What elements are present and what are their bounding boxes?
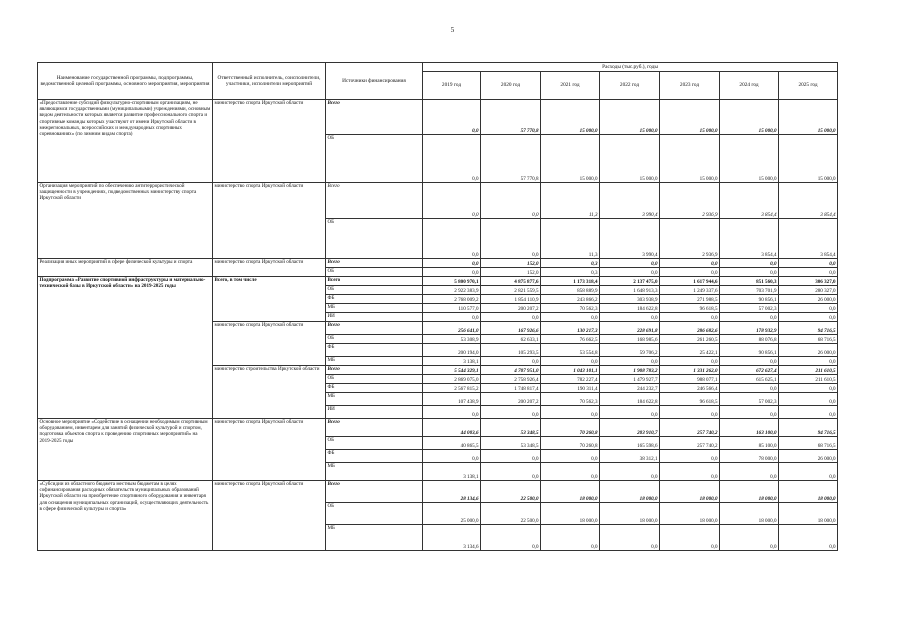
amount-cell: 18 000,0 [660, 481, 720, 503]
amount-cell: 163 100,0 [720, 419, 779, 437]
amount-cell: 96 618,5 [660, 393, 720, 406]
funding-source-cell: Всего [326, 277, 423, 286]
amount-cell: 1 249 337,6 [660, 286, 720, 295]
amount-cell: 53 554,8 [541, 344, 600, 357]
amount-cell: 3 854,4 [779, 219, 838, 259]
amount-cell: 306 327,0 [779, 277, 838, 286]
amount-cell: 44 003,6 [423, 419, 481, 437]
funding-source-cell: ОБ [326, 286, 423, 295]
amount-cell: 0,0 [423, 313, 481, 322]
funding-source-cell: ИИ [326, 406, 423, 419]
amount-cell: 94 716,5 [779, 322, 838, 335]
amount-cell: 152,0 [481, 268, 541, 277]
amount-cell: 18 000,0 [541, 481, 600, 503]
amount-cell: 0,3 [541, 259, 600, 268]
amount-cell: 15 000,0 [720, 135, 779, 183]
funding-source-cell: МБ [326, 357, 423, 366]
table-row [38, 183, 838, 219]
amount-cell: 0,0 [779, 463, 838, 481]
amount-cell: 3 990,4 [600, 183, 660, 219]
amount-cell: 2 922 383,9 [423, 286, 481, 295]
amount-cell: 53 348,5 [481, 419, 541, 437]
amount-cell: 26 000,0 [779, 295, 838, 304]
amount-cell: 165 598,6 [600, 437, 660, 450]
amount-cell: 1 173 318,4 [541, 277, 600, 286]
amount-cell: 858 889,9 [541, 286, 600, 295]
amount-cell: 15 000,0 [660, 100, 720, 135]
amount-cell: 3 854,4 [720, 219, 779, 259]
amount-cell: 18 000,0 [660, 503, 720, 525]
amount-cell: 615 625,1 [720, 375, 779, 384]
amount-cell: 130 217,3 [541, 322, 600, 335]
amount-cell: 0,0 [423, 268, 481, 277]
amount-cell: 57 002,3 [720, 304, 779, 313]
amount-cell: 15 000,0 [600, 100, 660, 135]
amount-cell: 0,0 [720, 313, 779, 322]
amount-cell: 18 000,0 [541, 503, 600, 525]
amount-cell: 0,0 [660, 259, 720, 268]
program-name-cell: Реализация иных мероприятий в сфере физической культуры и спорта [38, 259, 213, 277]
table-row [38, 100, 838, 135]
amount-cell: 0,0 [779, 304, 838, 313]
amount-cell: 184 622,8 [600, 304, 660, 313]
amount-cell: 0,0 [779, 406, 838, 419]
amount-cell: 53 308,9 [423, 335, 481, 344]
amount-cell: 70 260,8 [541, 437, 600, 450]
amount-cell: 110 577,0 [423, 304, 481, 313]
amount-cell: 11,3 [541, 183, 600, 219]
amount-cell: 243 866,2 [541, 295, 600, 304]
amount-cell: 0,0 [779, 393, 838, 406]
amount-cell: 0,0 [423, 406, 481, 419]
amount-cell: 70 562,3 [541, 393, 600, 406]
budget-table [37, 62, 838, 551]
amount-cell: 0,0 [779, 313, 838, 322]
amount-cell: 57 770,8 [481, 135, 541, 183]
amount-cell: 244 232,7 [600, 384, 660, 393]
amount-cell: 5 544 329,1 [423, 366, 481, 375]
amount-cell: 4 707 951,0 [481, 366, 541, 375]
amount-cell: 0,0 [779, 259, 838, 268]
amount-cell: 1 043 101,1 [541, 366, 600, 375]
amount-cell: 105 293,5 [481, 344, 541, 357]
amount-cell: 2 821 559,5 [481, 286, 541, 295]
amount-cell: 0,3 [541, 268, 600, 277]
executor-cell: министерство спорта Иркутской области [213, 100, 326, 183]
amount-cell: 257 740,2 [660, 437, 720, 450]
funding-source-cell: ОБ [326, 219, 423, 259]
amount-cell: 178 932,9 [720, 322, 779, 335]
amount-cell: 57 770,8 [481, 100, 541, 135]
amount-cell: 22 500,0 [481, 503, 541, 525]
header-executor: Ответственный исполнитель, соисполнители, участники, исполнители мероприятий [213, 63, 326, 100]
amount-cell: 53 348,5 [481, 437, 541, 450]
amount-cell: 211 610,5 [779, 366, 838, 375]
amount-cell: 15 000,0 [720, 100, 779, 135]
funding-source-cell: ОБ [326, 503, 423, 525]
executor-cell: министерство спорта Иркутской области [213, 481, 326, 551]
table-row [38, 277, 838, 286]
amount-cell: 0,0 [600, 406, 660, 419]
amount-cell: 57 002,3 [720, 393, 779, 406]
amount-cell: 18 000,0 [779, 503, 838, 525]
amount-cell: 0,0 [481, 463, 541, 481]
program-name-cell: Организация мероприятий по обеспечению антитеррористической защищенности в учреждениях, подведомственных министерству спорта Иркутской области [38, 183, 213, 259]
header-name: Наименование государственной программы, подпрограммы, ведомственной целевой программы, основного мероприятия, мероприятия [38, 63, 213, 100]
amount-cell: 25 422,1 [660, 344, 720, 357]
amount-cell: 2 567 815,2 [423, 384, 481, 393]
amount-cell: 3 990,4 [600, 219, 660, 259]
amount-cell: 0,0 [423, 219, 481, 259]
budget-table-sheet [37, 62, 837, 551]
amount-cell: 190 311,4 [541, 384, 600, 393]
header-source: Источники финансирования [326, 63, 423, 100]
funding-source-cell: Всего [326, 481, 423, 503]
funding-source-cell: Всего [326, 100, 423, 135]
amount-cell: 15 000,0 [660, 135, 720, 183]
amount-cell: 0,0 [423, 100, 481, 135]
amount-cell: 90 856,1 [720, 344, 779, 357]
program-name-cell: Основное мероприятие «Содействие в оснащении необходимым спортивным оборудованием, инвентарем для занятий физической культурой и спортом, подготовка объектов спорта к проведению спортивных мероприятий» на 2019-2025 годы [38, 419, 213, 481]
amount-cell: 3 854,4 [779, 183, 838, 219]
amount-cell: 0,0 [481, 450, 541, 463]
amount-cell: 0,0 [600, 463, 660, 481]
amount-cell: 672 627,4 [720, 366, 779, 375]
amount-cell: 62 633,1 [481, 335, 541, 344]
amount-cell: 256 641,0 [423, 322, 481, 335]
amount-cell: 184 622,8 [600, 393, 660, 406]
amount-cell: 286 682,6 [660, 322, 720, 335]
amount-cell: 18 000,0 [600, 481, 660, 503]
funding-source-cell: ОБ [326, 268, 423, 277]
amount-cell: 0,0 [541, 450, 600, 463]
amount-cell: 3 138,1 [423, 463, 481, 481]
amount-cell: 18 000,0 [720, 503, 779, 525]
amount-cell: 0,0 [660, 268, 720, 277]
table-body [38, 100, 838, 551]
funding-source-cell: ОБ [326, 437, 423, 450]
amount-cell: 59 706,2 [600, 344, 660, 357]
amount-cell: 2 768 009,2 [423, 295, 481, 304]
funding-source-cell: ОБ [326, 135, 423, 183]
amount-cell: 0,0 [481, 313, 541, 322]
amount-cell: 15 000,0 [541, 135, 600, 183]
amount-cell: 78 000,0 [720, 450, 779, 463]
amount-cell: 25 000,0 [423, 503, 481, 525]
amount-cell: 0,0 [423, 135, 481, 183]
amount-cell: 26 000,0 [779, 450, 838, 463]
amount-cell: 0,0 [600, 313, 660, 322]
amount-cell: 851 560,3 [720, 277, 779, 286]
header-year: 2024 год [720, 72, 779, 100]
amount-cell: 0,0 [660, 463, 720, 481]
table-header [38, 63, 838, 100]
amount-cell: 90 856,1 [720, 295, 779, 304]
amount-cell: 703 701,9 [720, 286, 779, 295]
amount-cell: 0,0 [541, 406, 600, 419]
table-row [38, 259, 838, 268]
amount-cell: 2 758 926,4 [481, 375, 541, 384]
amount-cell: 0,0 [481, 406, 541, 419]
amount-cell: 1 479 927,7 [600, 375, 660, 384]
amount-cell: 2 869 075,0 [423, 375, 481, 384]
executor-cell: министерство спорта Иркутской области [213, 322, 326, 366]
amount-cell: 76 662,5 [541, 335, 600, 344]
amount-cell: 0,0 [481, 183, 541, 219]
amount-cell: 68 716,5 [779, 335, 838, 344]
amount-cell: 11,3 [541, 219, 600, 259]
funding-source-cell: Всего [326, 419, 423, 437]
amount-cell: 0,0 [660, 357, 720, 366]
amount-cell: 0,0 [600, 268, 660, 277]
amount-cell: 1 648 913,3 [600, 286, 660, 295]
header-year: 2025 год [779, 72, 838, 100]
executor-cell: министерство спорта Иркутской области [213, 259, 326, 277]
amount-cell: 2 936,9 [660, 219, 720, 259]
program-name-cell: «Субсидии из областного бюджета местным бюджетам в целях софинансирования расходных обязательств муниципальных образований Иркутской области на приобретение спортивного оборудования и инвентаря для оснащения муниципальных организаций, осуществляющих деятельность в сфере физической культуры и спорта» [38, 481, 213, 551]
funding-source-cell: МБ [326, 525, 423, 551]
amount-cell: 0,0 [720, 268, 779, 277]
funding-source-cell: МБ [326, 463, 423, 481]
header-year: 2021 год [541, 72, 600, 100]
amount-cell: 200 207,2 [481, 393, 541, 406]
amount-cell: 28 134,6 [423, 481, 481, 503]
header-expenses: Расходы (тыс.руб.), годы [423, 63, 838, 72]
funding-source-cell: МБ [326, 393, 423, 406]
amount-cell: 40 865,5 [423, 437, 481, 450]
amount-cell: 200 194,0 [423, 344, 481, 357]
amount-cell: 782 227,4 [541, 375, 600, 384]
executor-cell: министерство спорта Иркутской области [213, 183, 326, 259]
amount-cell: 0,0 [481, 357, 541, 366]
amount-cell: 0,0 [720, 463, 779, 481]
amount-cell: 0,0 [720, 525, 779, 551]
executor-cell: Всего, в том числе [213, 277, 326, 322]
amount-cell: 18 000,0 [720, 481, 779, 503]
amount-cell: 15 000,0 [541, 100, 600, 135]
amount-cell: 15 000,0 [779, 100, 838, 135]
amount-cell: 22 500,0 [481, 481, 541, 503]
amount-cell: 0,0 [600, 259, 660, 268]
amount-cell: 70 562,3 [541, 304, 600, 313]
amount-cell: 15 000,0 [600, 135, 660, 183]
amount-cell: 261 260,5 [660, 335, 720, 344]
amount-cell: 88 076,8 [720, 335, 779, 344]
amount-cell: 0,0 [720, 259, 779, 268]
amount-cell: 0,0 [660, 313, 720, 322]
amount-cell: 152,0 [481, 259, 541, 268]
amount-cell: 0,0 [423, 259, 481, 268]
funding-source-cell: Всего [326, 259, 423, 268]
amount-cell: 167 926,6 [481, 322, 541, 335]
amount-cell: 0,0 [779, 357, 838, 366]
amount-cell: 3 854,4 [720, 183, 779, 219]
funding-source-cell: ИИ [326, 313, 423, 322]
funding-source-cell: ОБ [326, 375, 423, 384]
amount-cell: 211 610,5 [779, 375, 838, 384]
amount-cell: 1 331 262,0 [660, 366, 720, 375]
amount-cell: 1 908 783,2 [600, 366, 660, 375]
amount-cell: 0,0 [660, 406, 720, 419]
table-row [38, 481, 838, 503]
amount-cell: 168 985,6 [600, 335, 660, 344]
amount-cell: 203 910,7 [600, 419, 660, 437]
amount-cell: 0,0 [600, 525, 660, 551]
amount-cell: 107 438,9 [423, 393, 481, 406]
funding-source-cell: Всего [326, 322, 423, 335]
funding-source-cell: ФБ [326, 295, 423, 304]
header-year: 2022 год [600, 72, 660, 100]
amount-cell: 271 988,5 [660, 295, 720, 304]
amount-cell: 0,0 [779, 525, 838, 551]
amount-cell: 0,0 [720, 406, 779, 419]
amount-cell: 0,0 [541, 357, 600, 366]
amount-cell: 68 716,5 [779, 437, 838, 450]
amount-cell: 0,0 [541, 313, 600, 322]
amount-cell: 228 691,8 [600, 322, 660, 335]
amount-cell: 0,0 [481, 525, 541, 551]
amount-cell: 70 260,8 [541, 419, 600, 437]
amount-cell: 0,0 [779, 384, 838, 393]
funding-source-cell: Всего [326, 366, 423, 375]
amount-cell: 0,0 [720, 384, 779, 393]
amount-cell: 4 875 877,6 [481, 277, 541, 286]
amount-cell: 38 312,1 [600, 450, 660, 463]
amount-cell: 1 617 944,6 [660, 277, 720, 286]
funding-source-cell: ОБ [326, 335, 423, 344]
amount-cell: 988 077,1 [660, 375, 720, 384]
amount-cell: 15 000,0 [779, 135, 838, 183]
amount-cell: 200 207,2 [481, 304, 541, 313]
amount-cell: 18 000,0 [600, 503, 660, 525]
amount-cell: 0,0 [481, 219, 541, 259]
header-year: 2023 год [660, 72, 720, 100]
table-row [38, 419, 838, 437]
page-number: 5 [450, 26, 455, 34]
amount-cell: 85 100,0 [720, 437, 779, 450]
amount-cell: 0,0 [541, 463, 600, 481]
amount-cell: 257 740,2 [660, 419, 720, 437]
amount-cell: 0,0 [423, 183, 481, 219]
amount-cell: 26 000,0 [779, 344, 838, 357]
funding-source-cell: ФБ [326, 384, 423, 393]
header-year: 2019 год [423, 72, 481, 100]
amount-cell: 18 000,0 [779, 481, 838, 503]
funding-source-cell: ФБ [326, 344, 423, 357]
amount-cell: 5 800 970,1 [423, 277, 481, 286]
amount-cell: 2 936,9 [660, 183, 720, 219]
funding-source-cell: ФБ [326, 450, 423, 463]
amount-cell: 0,0 [423, 450, 481, 463]
header-year: 2020 год [481, 72, 541, 100]
amount-cell: 1 748 817,4 [481, 384, 541, 393]
amount-cell: 0,0 [660, 525, 720, 551]
amount-cell: 246 566,4 [660, 384, 720, 393]
amount-cell: 0,0 [600, 357, 660, 366]
amount-cell: 1 854 110,9 [481, 295, 541, 304]
amount-cell: 0,0 [779, 268, 838, 277]
amount-cell: 3 138,1 [423, 357, 481, 366]
program-name-cell: Подпрограмма «Развитие спортивной инфраструктуры и материально-технической базы в Иркутской области» на 2019-2025 годы [38, 277, 213, 419]
amount-cell: 2 137 475,0 [600, 277, 660, 286]
amount-cell: 303 938,9 [600, 295, 660, 304]
executor-cell: министерство строительства Иркутской области [213, 366, 326, 419]
funding-source-cell: МБ [326, 304, 423, 313]
program-name-cell: «Предоставление субсидий физкультурно-спортивным организациям, не являющимся государственными (муниципальными) учреждениями, основным видом деятельности которых является развитие профессионального спорта и спортивные команды которых участвуют от имени Иркутской области в межрегиональных, всероссийских и международных спортивных соревнованиях» (по зимним видам спорта) [38, 100, 213, 183]
amount-cell: 0,0 [541, 525, 600, 551]
amount-cell: 94 716,5 [779, 419, 838, 437]
amount-cell: 0,0 [720, 357, 779, 366]
executor-cell: министерство спорта Иркутской области [213, 419, 326, 481]
amount-cell: 96 618,5 [660, 304, 720, 313]
amount-cell: 280 327,0 [779, 286, 838, 295]
amount-cell: 0,0 [660, 450, 720, 463]
amount-cell: 3 134,6 [423, 525, 481, 551]
funding-source-cell: Всего [326, 183, 423, 219]
